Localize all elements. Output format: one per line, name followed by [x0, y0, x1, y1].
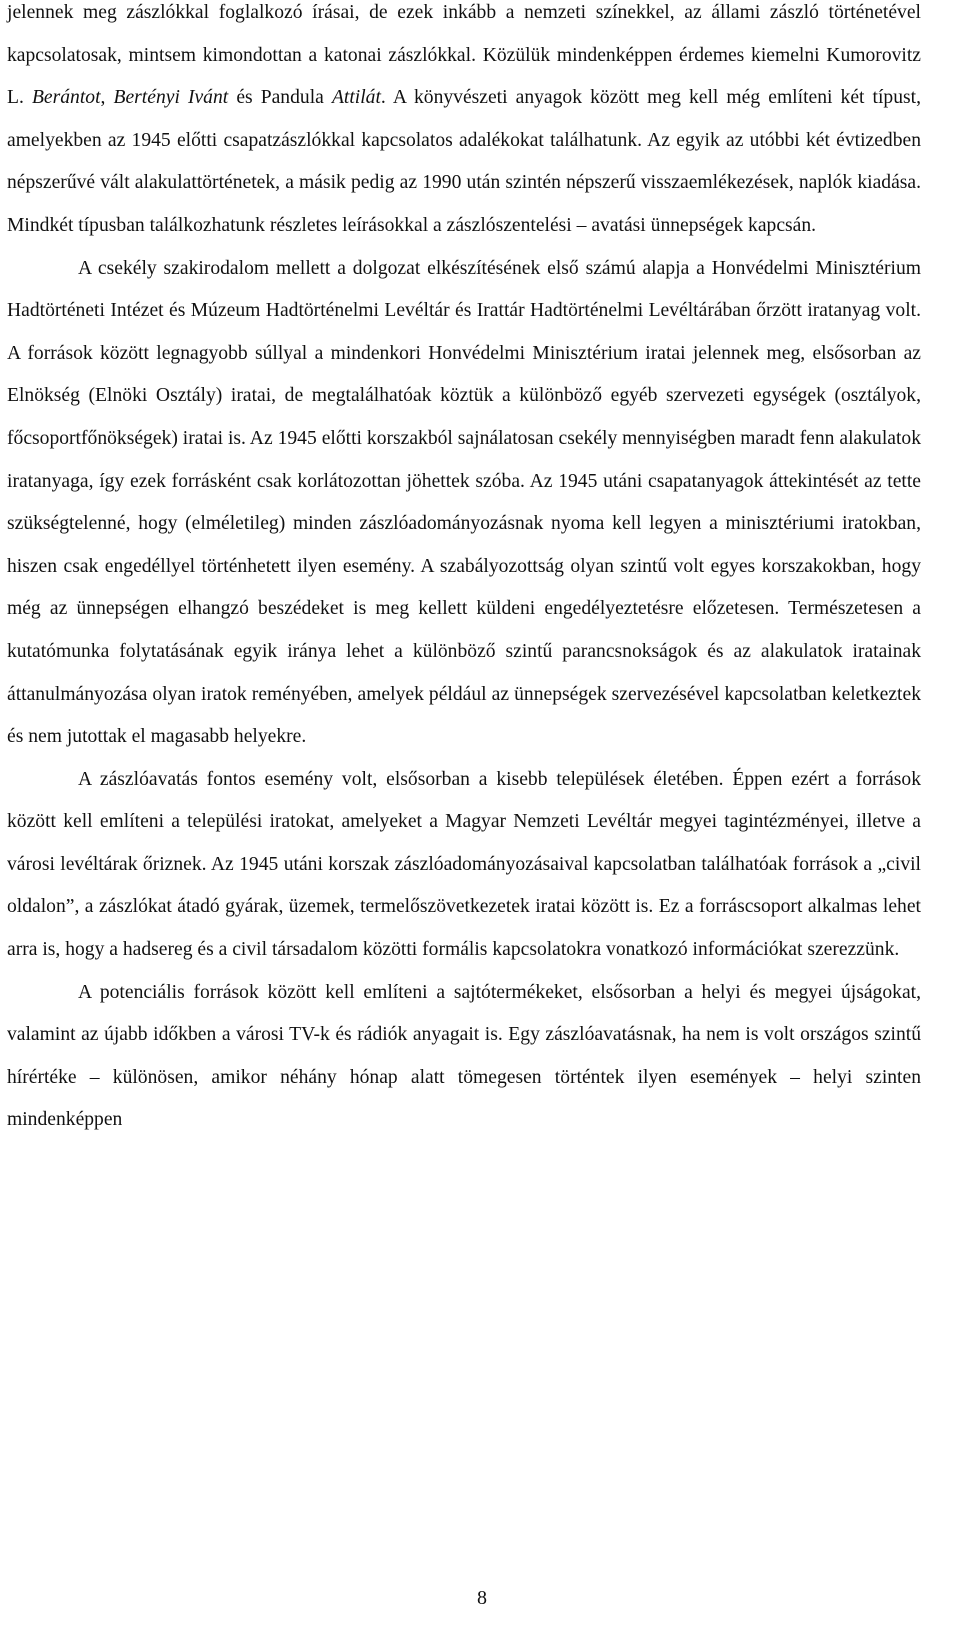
text-run: A csekély szakirodalom mellett a dolgozat elkészítésének első számú alapja a Honvédelmi Minisztérium Hadtörténeti Intézet és Múzeum Hadtörténelmi Levéltár és Irattár Hadtörténelmi Levéltárában őrzött iratanyag volt. A források között legnagyobb súllyal a mindenkori Honvédelmi Minisztérium iratai jelennek meg, elsősorban az Elnökség (Elnöki Osztály) iratai, de megtalálhatóak köztük a különböző egyéb szervezeti egységek (osztályok, főcsoportfőnökségek) iratai is. Az 1945 előtti korszakból sajnálatosan csekély mennyiségben maradt fenn alakulatok iratanyaga, így ezek forrásként csak korlátozottan jöhettek szóba. Az 1945 utáni csapatanyagok áttekintését az tette szükségtelenné, hogy (elméletileg) minden zászlóadományozásnak nyoma kell legyen a minisztériumi iratokban, hiszen csak engedéllyel történhetett ilyen esemény. A szabályozottság olyan szintű volt egyes korszakokban, hogy még az ünnepségen elhangzó beszédeket is meg kellett küldeni engedélyeztetésre előzetesen. Természetesen a kutatómunka folytatásának egyik iránya lehet a különböző szintű parancsnokságok és az alakulatok iratainak áttanulmányozása olyan iratok reményében, amelyek például az ünnepségek szervezésével kapcsolatban keletkeztek és nem jutottak el magasabb helyekre.	[7, 257, 921, 748]
page-number: 8	[477, 1587, 487, 1609]
paragraph	[7, 972, 921, 1142]
text-run: A zászlóavatás fontos esemény volt, elsősorban a kisebb települések életében. Éppen ezért a források között kell említeni a települési iratokat, amelyeket a Magyar Nemzeti Levéltár megyei tagintézményei, illetve a városi levéltárak őriznek. Az 1945 utáni korszak zászlóadományozásaival kapcsolatban találhatóak források a „civil oldalon”, a zászlókat átadó gyárak, üzemek, termelőszövetkezetek iratai között is. Ez a forráscsoport alkalmas lehet arra is, hogy a hadsereg és a civil társadalom közötti formális kapcsolatokra vonatkozó információkat szerezzünk.	[7, 768, 921, 961]
text-run: és Pandula	[228, 87, 332, 109]
body-text	[7, 0, 921, 1142]
paragraph	[7, 759, 921, 972]
italic-name: Bertényi Ivánt	[113, 87, 229, 109]
text-run: A potenciális források között kell említeni a sajtótermékeket, elsősorban a helyi és megyei újságokat, valamint az újabb időkben a városi TV-k és rádiók anyagait is. Egy zászlóavatásnak, ha nem is volt országos szintű hírértéke – különösen, amikor néhány hónap alatt tömegesen történtek ilyen események – helyi szinten mindenképpen	[7, 981, 921, 1131]
text-run: . A könyvészeti anyagok között meg kell még említeni két típust, amelyekben az 1945 előtti csapatzászlókkal kapcsolatos adalékokat találhatunk. Az egyik az utóbbi két évtizedben népszerűvé vált alakulattörténetek, a másik pedig az 1990 után szintén népszerű visszaemlékezések, naplók kiadása. Mindkét típusban találkozhatunk részletes leírásokkal a zászlószentelési – avatási ünnepségek kapcsán.	[7, 87, 921, 236]
text-run: jelennek meg zászlókkal foglalkozó írásai, de ezek inkább a nemzeti színekkel, az állami zászló történetével kapcsolatosak, mintsem kimondottan a katonai zászlókkal. Közülük mindenképpen érdemes kiemelni Kumorovitz L.	[7, 2, 921, 109]
paragraph	[7, 248, 921, 759]
text-run: ,	[100, 87, 114, 109]
italic-name: Attilát	[331, 87, 381, 109]
paragraph	[7, 0, 921, 248]
italic-name: Berántot	[31, 87, 101, 109]
